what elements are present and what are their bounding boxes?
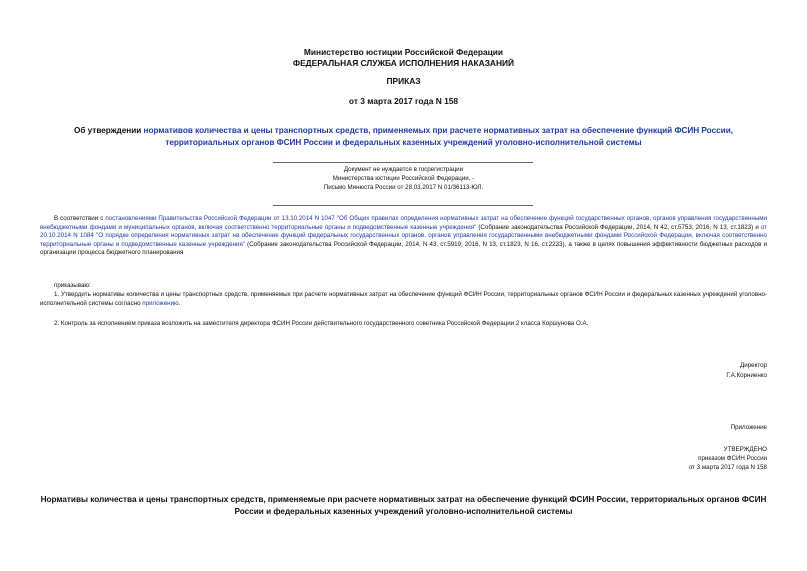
appendix-title: Нормативы количества и цены транспортных средств, применяемые при расчете нормативных затрат на обеспечение функций ФСИН России, территориальных органов ФСИН России и федеральных казенных учреждений уголовно-исполнительной системы bbox=[40, 495, 767, 516]
decree-1047-link[interactable]: постановлениями Правительства Российской Федерации от 13.10.2014 N 1047 "Об Общих правилах определения нормативных затрат на обеспечение функций государственных органов, органов управления государственными внебюджетными фондами и муниципальных органов, включая соответственно территориальные органы и подведомственные казенные учреждения" bbox=[40, 215, 768, 231]
document-title bbox=[40, 125, 767, 148]
item1-text: 1. Утвердить нормативы количества и цены транспортных средств, применяемых при расчете нормативных затрат на обеспечение функций ФСИН России, территориальных органов ФСИН России и федеральных казенных учреждений уголовно-исполнительной системы согласно bbox=[40, 291, 767, 307]
preamble-text-3: (Собрание законодательства Российской Федерации, 2014, N 43, ст.5919; 2016, N 13, ст.1823, N 16, ст.2233), а также в целях повышения эффективности бюджетных расходов и организации процесса бюджетного планирования bbox=[40, 240, 767, 257]
appendix-label: Приложение bbox=[730, 424, 767, 431]
signature-position: Директор bbox=[740, 362, 767, 369]
ministry-heading: Министерство юстиции Российской Федерации bbox=[303, 47, 504, 57]
preamble-text-1: В соответствии с bbox=[54, 215, 106, 222]
item1-end: . bbox=[178, 299, 181, 307]
approved-label: УТВЕРЖДЕНО bbox=[723, 446, 767, 453]
approved-date: от 3 марта 2017 года N 158 bbox=[688, 464, 767, 471]
divider-top bbox=[273, 162, 533, 163]
registration-note-line3: Письмо Минюста России от 28.03.2017 N 01/36113-ЮЛ. bbox=[323, 184, 484, 191]
appendix-link[interactable]: приложению bbox=[142, 299, 179, 307]
divider-bottom bbox=[273, 205, 533, 206]
registration-note-line1: Документ не нуждается в госрегистрации bbox=[343, 166, 464, 173]
registration-note-line2: Министерства юстиции Российской Федерации, - bbox=[332, 175, 475, 182]
preamble-paragraph bbox=[40, 215, 767, 258]
service-heading: ФЕДЕРАЛЬНАЯ СЛУЖБА ИСПОЛНЕНИЯ НАКАЗАНИЙ bbox=[292, 58, 515, 68]
signature-name: Г.А.Корниенко bbox=[726, 372, 767, 379]
preamble-text-2: (Собрание законодательства Российской Федерации, 2014, N 42, ст.5753; 2016, N 13, ст.1823) и bbox=[476, 223, 761, 231]
doc-date-number: от 3 марта 2017 года N 158 bbox=[348, 96, 459, 106]
order-item-1 bbox=[40, 291, 767, 308]
title-prefix: Об утверждении bbox=[73, 126, 144, 135]
doc-type-heading: ПРИКАЗ bbox=[386, 76, 421, 86]
title-link[interactable]: нормативов количества и цены транспортных средств, применяемых при расчете нормативных затрат на обеспечение функций ФСИН России, территориальных органов ФСИН России и федеральных казенных учреждений уголовно-исполнительной системы bbox=[143, 126, 734, 147]
decree-1084-link[interactable]: от 20.10.2014 N 1084 "О порядке определения нормативных затрат на обеспечение функций федеральных государственных органов, органов управления государственными внебюджетными фондами Российской Федерации, включая соответственно территориальные органы и подведомственные казенные учреждения" bbox=[40, 223, 768, 248]
order-item-2: 2. Контроль за исполнением приказа возложить на заместителя директора ФСИН России действительного государственного советника Российской Федерации 2 класса Коршунова О.А. bbox=[54, 320, 589, 327]
order-word: приказываю: bbox=[54, 282, 91, 289]
approved-by-order: приказом ФСИН России bbox=[698, 455, 767, 462]
